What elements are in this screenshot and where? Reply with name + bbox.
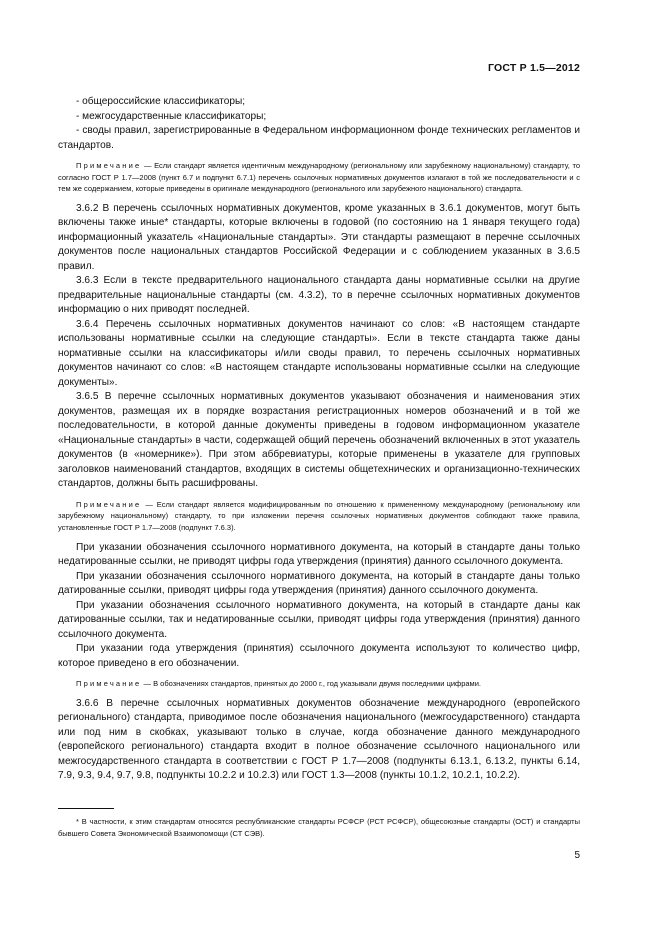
paragraph: При указании обозначения ссылочного нормативного документа, на который в стандарте даны только датированные ссылки, приводят цифры года утверждения (принятия) данного ссылочного документа. bbox=[58, 570, 580, 597]
footnote: * В частности, к этим стандартам относятся республиканские стандарты РСФСР (РСТ РСФСР), общесоюзные стандарты (ОСТ) и стандарты бывшего Совета Экономической Взаимопомощи (СТ СЭВ). bbox=[58, 817, 580, 838]
note-text: — В обозначениях стандартов, принятых до 2000 г., год указывали двумя последними цифрами. bbox=[143, 679, 481, 689]
note-3 bbox=[58, 678, 580, 690]
note-label: Примечание bbox=[76, 499, 142, 509]
paragraph-3-6-5: 3.6.5 В перечне ссылочных нормативных документов указывают обозначения и наименования этих документов, размещая их в порядке возрастания регистрационных номеров обозначений и в той же последовательности, в которой данные документы приведены в годовом информационном указателе «Национальные стандарты» в части, содержащей общий перечень обозначений включенных в этот указатель документов (в «номернике»). При этом аббревиатуры, которые применены в указателе для групповых заголовков наименований стандартов, входящих в системы общетехнических и организационно-технических стандартов, должны быть расшифрованы. bbox=[58, 391, 580, 490]
paragraph-3-6-2: 3.6.2 В перечень ссылочных нормативных документов, кроме указанных в 3.6.1 документов, могут быть включены также иные* стандарты, которые включены в годовой (по состоянию на 1 января текущего года) информационный указатель «Национальные стандарты». Эти стандарты размещают в перечне ссылочных документов после национальных стандартов Российской Федерации и с соблюдением указанных в 3.6.5 правил. bbox=[58, 202, 580, 272]
page-number: 5 bbox=[574, 850, 580, 861]
paragraph: При указании обозначения ссылочного нормативного документа, на который в стандарте даны как датированные ссылки, так и недатированные ссылки, приводят цифры года утверждения (принятия) данного ссылочного документа. bbox=[58, 599, 580, 640]
note-2 bbox=[58, 499, 580, 534]
list-item: - межгосударственные классификаторы; bbox=[76, 110, 267, 122]
paragraph-3-6-6: 3.6.6 В перечне ссылочных нормативных документов обозначение международного (европейского регионального) стандарта, приводимое после обозначения национального (межгосударственного) стандарта или под ним в скобках, указывают только в случае, когда обозначение данного международного (европейского регионального) стандарта входит в полное обозначение ссылочного национального или межгосударственного стандарта в соответствии с ГОСТ Р 1.7—2008 (подпункты 6.13.1, 6.13.2, пункты 6.14, 7.9, 9.3, 9.4, 9.7, 9.8, подпункты 10.2.2 и 10.2.3) или ГОСТ 1.3—2008 (пункты 10.1.2, 10.2.1, 10.2.2). bbox=[58, 697, 580, 782]
footnote-divider bbox=[58, 808, 114, 809]
paragraph-3-6-4: 3.6.4 Перечень ссылочных нормативных документов начинают со слов: «В настоящем стандарте использованы нормативные ссылки на следующие стандарты». Если в тексте стандарта также даны нормативные ссылки на классификаторы и/или своды правил, то перечень ссылочных нормативных документов начинают со слов: «В настоящем стандарте использованы нормативные ссылки на следующие документы». bbox=[58, 318, 580, 388]
list-item: - своды правил, зарегистрированные в Федеральном информационном фонде технических регламентов и стандартов. bbox=[58, 125, 580, 151]
paragraph-3-6-3: 3.6.3 Если в тексте предварительного национального стандарта даны нормативные ссылки на другие предварительные национальные стандарты (см. 4.3.2), то в перечне ссылочных нормативных документов информацию о них приводят последней. bbox=[58, 275, 580, 316]
note-text: — Если стандарт является идентичным международному (региональному или зарубежному национальному) стандарту, то согласно ГОСТ Р 1.7—2008 (пункт 6.7 и подпункт 6.7.1) перечень ссылочных нормативных документов излагают в той же последовательности и с тем же содержанием, которые приведены в оригинале международного (регионального или зарубежного национального) стандарта. bbox=[58, 161, 580, 194]
document-code-header: ГОСТ Р 1.5—2012 bbox=[487, 62, 580, 74]
note-label: Примечание bbox=[76, 679, 142, 689]
paragraph: При указании года утверждения (принятия) ссылочного документа используют то количество цифр, которое приведено в его обозначении. bbox=[58, 643, 580, 669]
list-item: - общероссийские классификаторы; bbox=[76, 96, 246, 107]
paragraph: При указании обозначения ссылочного нормативного документа, на который в стандарте даны только недатированные ссылки, не приводят цифры года утверждения (принятия) данного ссылочного документа. bbox=[58, 541, 580, 568]
note-label: Примечание bbox=[76, 161, 142, 170]
note-text: — Если стандарт является модифицированным по отношению к примененному международному (региональному или зарубежному национальному) стандарту, то при изложении перечня ссылочных нормативных документов соблюдают также правила, установленные ГОСТ Р 1.7—2008 (подпункт 7.6.3). bbox=[58, 499, 580, 532]
document-body bbox=[58, 95, 580, 784]
note-1 bbox=[58, 160, 580, 195]
